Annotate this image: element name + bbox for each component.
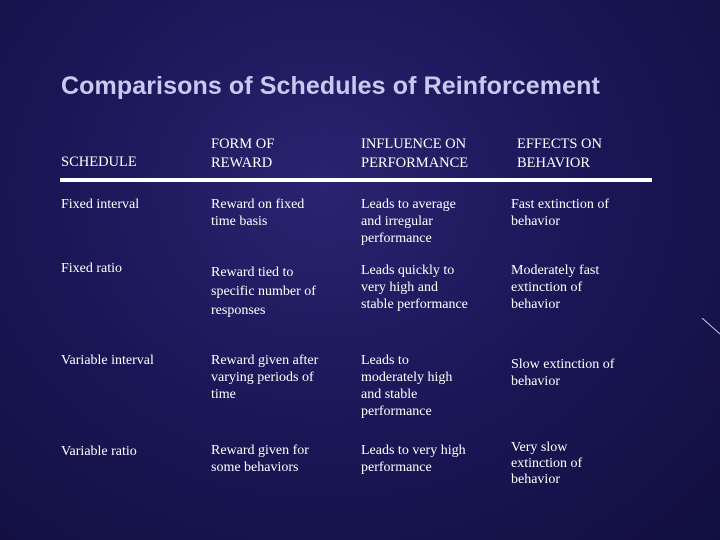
header-influence-on-performance: INFLUENCE ON PERFORMANCE xyxy=(361,136,469,171)
cell-schedule: Variable interval xyxy=(61,353,154,368)
cell-influence: Leads to very high performance xyxy=(361,443,466,475)
decorative-line xyxy=(700,318,720,338)
cell-influence: Leads quickly to very high and stable performance xyxy=(361,263,468,312)
header-schedule: SCHEDULE xyxy=(61,154,137,170)
cell-influence: Leads to average and irregular performance xyxy=(361,197,456,246)
cell-form-of-reward: Reward on fixed time basis xyxy=(211,197,305,229)
cell-effects: Slow extinction of behavior xyxy=(511,357,615,389)
header-form-of-reward: FORM OF REWARD xyxy=(211,136,275,171)
cell-influence: Leads to moderately high and stable performance xyxy=(361,353,453,419)
slide-title: Comparisons of Schedules of Reinforcement xyxy=(61,72,600,100)
cell-form-of-reward: Reward given for some behaviors xyxy=(211,443,309,475)
cell-effects: Very slow extinction of behavior xyxy=(511,440,583,487)
cell-form-of-reward: Reward given after varying periods of time xyxy=(211,353,319,402)
header-effects-on-behavior: EFFECTS ON BEHAVIOR xyxy=(517,136,603,171)
cell-form-of-reward: Reward tied to specific number of responses xyxy=(211,265,316,318)
cell-effects: Fast extinction of behavior xyxy=(511,197,609,229)
cell-schedule: Fixed interval xyxy=(61,197,140,212)
cell-schedule: Variable ratio xyxy=(61,444,137,459)
cell-effects: Moderately fast extinction of behavior xyxy=(511,263,600,312)
header-divider xyxy=(60,178,652,182)
cell-schedule: Fixed ratio xyxy=(61,261,123,276)
